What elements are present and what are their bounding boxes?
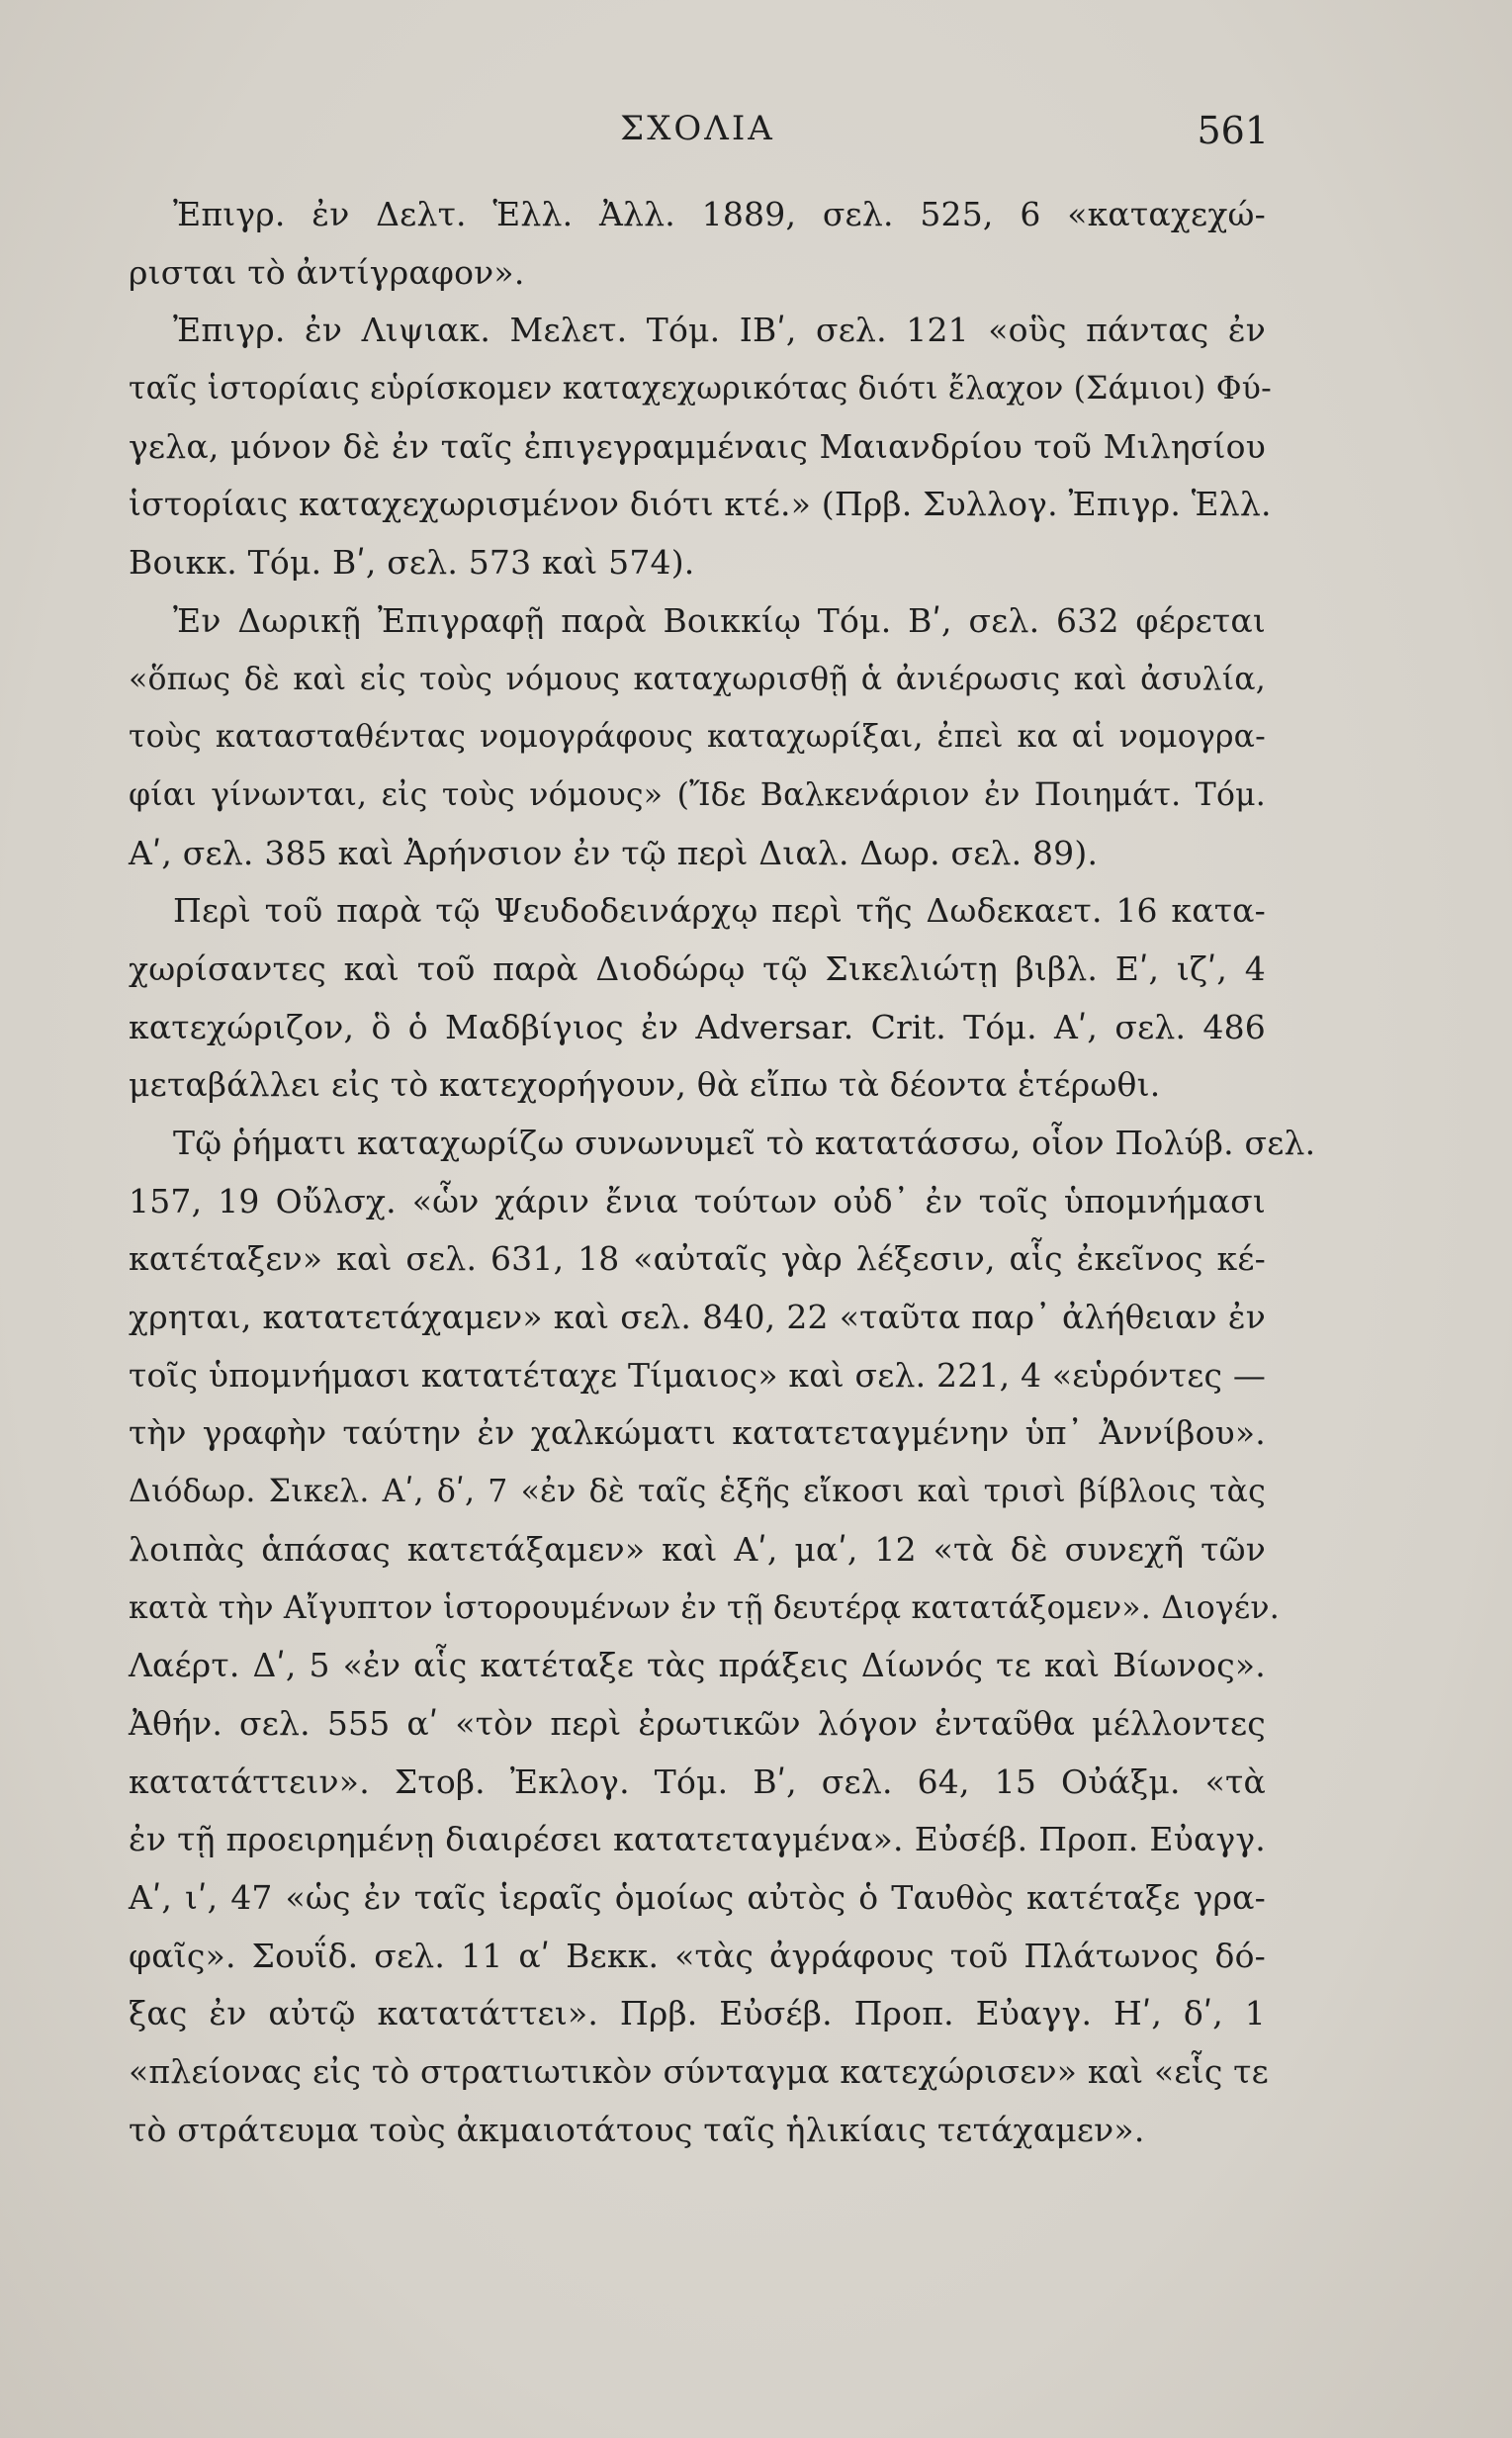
text-line: τὴν γραφὴν ταύτην ἐν χαλκώματι κατατεταγμένην ὑπ᾽ Ἀννίβου».	[129, 1413, 1266, 1453]
text-line: Περὶ τοῦ παρὰ τῷ Ψευδοδεινάρχῳ περὶ τῆς Δωδεκαετ. 16 κατα-	[173, 891, 1266, 931]
text-line: ἱστορίαις καταχεχωρισμένον διότι κτέ.» (Πρβ. Συλλογ. Ἐπιγρ. Ἑλλ.	[129, 485, 1272, 524]
text-line: «πλείονας εἰς τὸ στρατιωτικὸν σύνταγμα κατεχώρισεν» καὶ «εἷς τε	[129, 2052, 1269, 2091]
text-line: ξας ἐν αὐτῷ κατατάττει». Πρβ. Εὐσέβ. Προπ. Εὐαγγ. Ηʹ, δʹ, 1	[129, 1994, 1266, 2033]
running-head	[127, 109, 1269, 168]
text-line: Ἐν Δωρικῇ Ἐπιγραφῇ παρὰ Βοικκίῳ Τόμ. Βʹ, σελ. 632 φέρεται	[173, 600, 1266, 640]
text-line: Λαέρτ. Δʹ, 5 «ἐν αἷς κατέταξε τὰς πράξεις Δίωνός τε καὶ Βίωνος».	[129, 1646, 1266, 1685]
text-line: Διόδωρ. Σικελ. Αʹ, δʹ, 7 «ἐν δὲ ταῖς ἑξῆς εἴκοσι καὶ τρισὶ βίβλοις τὰς	[129, 1474, 1266, 1510]
text-line: ρισται τὸ ἀντίγραφον».	[129, 252, 525, 292]
text-line: Ἐπιγρ. ἐν Δελτ. Ἑλλ. Ἀλλ. 1889, σελ. 525, 6 «καταχεχώ-	[173, 195, 1266, 233]
text-line: 157, 19 Οὔλσχ. «ὧν χάριν ἔνια τούτων οὐδ᾽ ἐν τοῖς ὑπομνήμασι	[129, 1181, 1266, 1220]
text-line: τὸ στράτευμα τοὺς ἀκμαιοτάτους ταῖς ἡλικίαις τετάχαμεν».	[129, 2110, 1145, 2149]
text-line: Ἀθήν. σελ. 555 αʹ «τὸν περὶ ἐρωτικῶν λόγον ἐνταῦθα μέλλοντες	[129, 1703, 1266, 1743]
text-line: κατὰ τὴν Αἴγυπτον ἱστορουμένων ἐν τῇ δευτέρᾳ κατατάξομεν». Διογέν.	[129, 1589, 1280, 1626]
body-text	[129, 186, 1316, 2159]
text-line: λοιπὰς ἁπάσας κατετάξαμεν» καὶ Αʹ, μαʹ, 12 «τὰ δὲ συνεχῆ τῶν	[129, 1529, 1266, 1569]
text-line: Βοικκ. Τόμ. Βʹ, σελ. 573 καὶ 574).	[129, 543, 695, 583]
text-line: χωρίσαντες καὶ τοῦ παρὰ Διοδώρῳ τῷ Σικελιώτῃ βιβλ. Εʹ, ιζʹ, 4	[129, 948, 1266, 988]
text-line: «ὅπως δὲ καὶ εἰς τοὺς νόμους καταχωρισθῇ ἁ ἀνιέρωσις καὶ ἀσυλία,	[129, 661, 1266, 697]
text-line: χρηται, κατατετάχαμεν» καὶ σελ. 840, 22 «ταῦτα παρ᾽ ἀλήθειαν ἐν	[129, 1298, 1266, 1337]
text-line: ταῖς ἱστορίαις εὑρίσκομεν καταχεχωρικότας διότι ἔλαχον (Σάμιοι) Φύ-	[129, 371, 1272, 407]
text-line: Ἐπιγρ. ἐν Λιψιακ. Μελετ. Τόμ. ΙΒʹ, σελ. 121 «οὓς πάντας ἐν	[173, 311, 1266, 350]
text-line: τοὺς κατασταθέντας νομογράφους καταχωρίξαι, ἐπεὶ κα αἱ νομογρα-	[129, 719, 1266, 756]
text-line: Τῷ ῥήματι καταχωρίζω συνωνυμεῖ τὸ κατατάσσω, οἷον Πολύβ. σελ.	[173, 1124, 1316, 1162]
text-line: μεταβάλλει εἰς τὸ κατεχορήγουν, θὰ εἴπω τὰ δέοντα ἑτέρωθι.	[129, 1065, 1161, 1105]
page-number: 561	[1197, 109, 1269, 152]
text-line: κατατάττειν». Στοβ. Ἐκλογ. Τόμ. Βʹ, σελ. 64, 15 Οὐάξμ. «τὰ	[129, 1761, 1266, 1801]
text-line: φαῖς». Σουΐδ. σελ. 11 αʹ Βεκκ. «τὰς ἀγράφους τοῦ Πλάτωνος δό-	[129, 1936, 1266, 1975]
running-head-title: ΣΧΟΛΙΑ	[620, 109, 775, 148]
text-line: γελα, μόνον δὲ ἐν ταῖς ἐπιγεγραμμέναις Μαιανδρίου τοῦ Μιλησίου	[129, 426, 1266, 466]
text-line: Αʹ, σελ. 385 καὶ Ἀρήνσιον ἐν τῷ περὶ Διαλ. Δωρ. σελ. 89).	[129, 833, 1099, 872]
text-line: ἐν τῇ προειρημένῃ διαιρέσει κατατεταγμένα». Εὐσέβ. Προπ. Εὐαγγ.	[129, 1820, 1266, 1859]
text-line: Αʹ, ιʹ, 47 «ὡς ἐν ταῖς ἱεραῖς ὁμοίως αὐτὸς ὁ Ταυθὸς κατέταξε γρα-	[129, 1877, 1266, 1917]
text-line: τοῖς ὑπομνήμασι κατατέταχε Τίμαιος» καὶ σελ. 221, 4 «εὑρόντες —	[129, 1355, 1267, 1395]
text-line: κατέταξεν» καὶ σελ. 631, 18 «αὐταῖς γὰρ λέξεσιν, αἷς ἐκεῖνος κέ-	[129, 1239, 1266, 1279]
text-line: φίαι γίνωνται, εἰς τοὺς νόμους» (Ἴδε Βαλκενάριον ἐν Ποιημάτ. Τόμ.	[129, 776, 1266, 813]
text-line: κατεχώριζον, ὃ ὁ Μαδβίγιος ἐν Adversar. Crit. Τόμ. Αʹ, σελ. 486	[129, 1007, 1266, 1046]
